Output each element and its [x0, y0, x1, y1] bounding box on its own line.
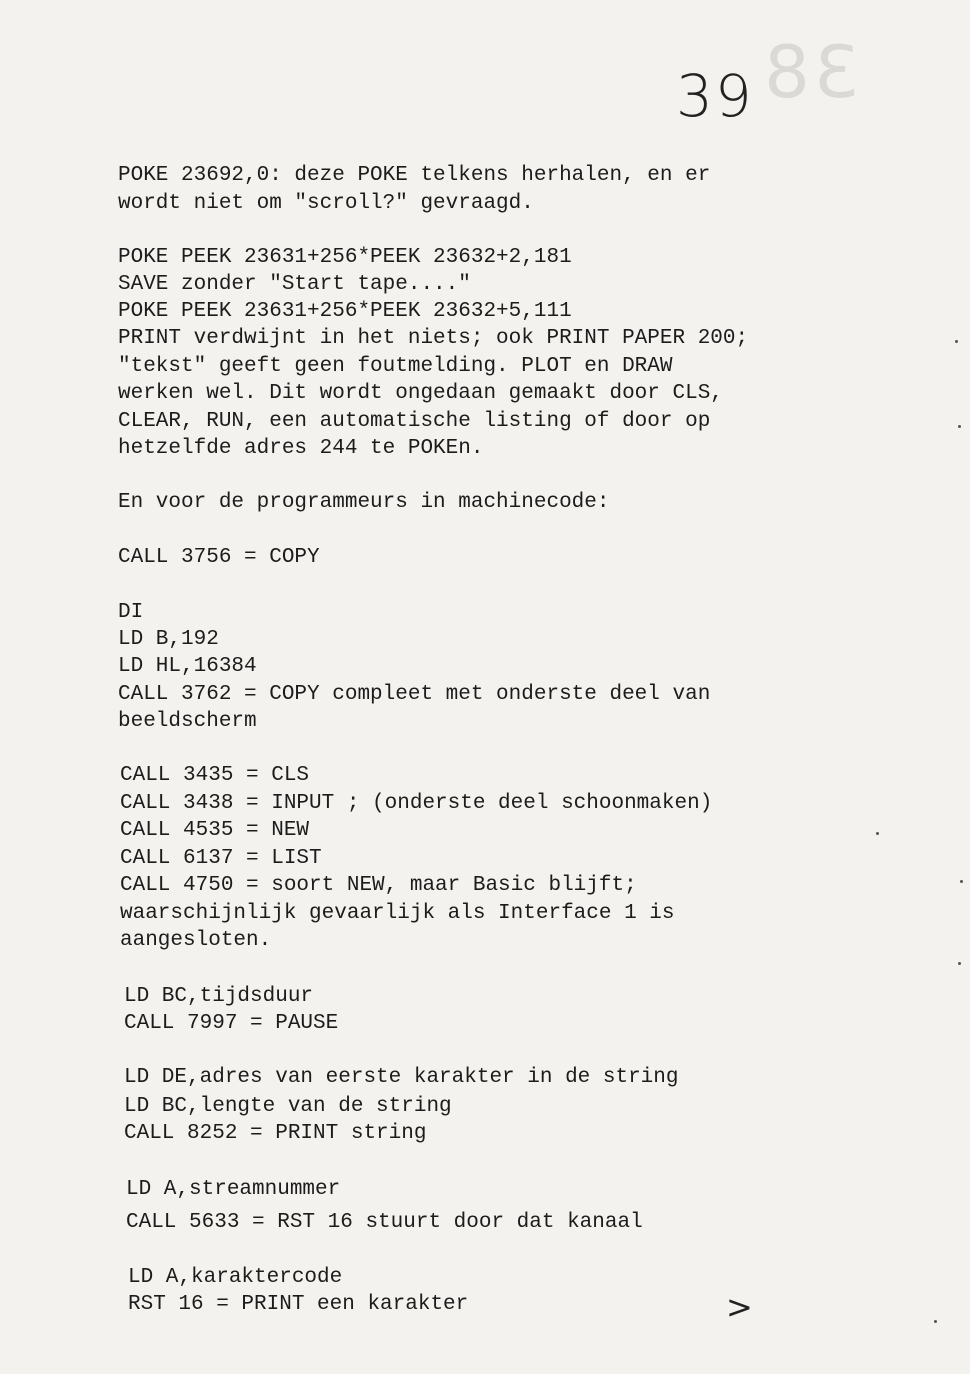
- paper-speck: [958, 425, 961, 428]
- text-line: POKE PEEK 23631+256*PEEK 23632+2,181: [118, 246, 572, 269]
- text-line: LD HL,16384: [118, 655, 257, 678]
- text-line: POKE PEEK 23631+256*PEEK 23632+5,111: [118, 300, 572, 323]
- text-line: LD BC,lengte van de string: [124, 1095, 452, 1118]
- text-line: hetzelfde adres 244 te POKEn.: [118, 437, 484, 460]
- text-line: PRINT verdwijnt in het niets; ook PRINT PAPER 200;: [118, 327, 749, 350]
- page-number: 39: [676, 62, 754, 130]
- text-line: CALL 7997 = PAUSE: [124, 1012, 339, 1035]
- text-line: CLEAR, RUN, een automatische listing of door op: [118, 410, 711, 433]
- paper-speck: [876, 832, 879, 835]
- text-line: LD A,streamnummer: [126, 1178, 341, 1201]
- text-line: CALL 4535 = NEW: [120, 819, 310, 842]
- bleed-through-page-number: 38: [760, 30, 860, 114]
- paper-speck: [958, 962, 961, 965]
- text-line: DI: [118, 601, 144, 624]
- text-line: LD B,192: [118, 628, 219, 651]
- text-line: SAVE zonder "Start tape....": [118, 273, 471, 296]
- continue-arrow-icon: >: [726, 1288, 753, 1326]
- text-line: CALL 4750 = soort NEW, maar Basic blijft;: [120, 874, 637, 897]
- text-line: LD DE,adres van eerste karakter in de string: [124, 1066, 679, 1089]
- text-line: CALL 3438 = INPUT ; (onderste deel schoonmaken): [120, 792, 713, 815]
- text-line: LD BC,tijdsduur: [124, 985, 314, 1008]
- text-line: beeldscherm: [118, 710, 257, 733]
- text-line: En voor de programmeurs in machinecode:: [118, 491, 610, 514]
- text-line: CALL 8252 = PRINT string: [124, 1122, 427, 1145]
- text-line: CALL 3435 = CLS: [120, 764, 310, 787]
- text-line: LD A,karaktercode: [128, 1266, 343, 1289]
- paper-speck: [960, 880, 963, 883]
- paper-speck: [934, 1320, 937, 1323]
- paper-speck: [955, 340, 958, 343]
- text-line: waarschijnlijk gevaarlijk als Interface 1 is: [120, 902, 675, 925]
- text-line: werken wel. Dit wordt ongedaan gemaakt door CLS,: [118, 382, 723, 405]
- text-line: "tekst" geeft geen foutmelding. PLOT en DRAW: [118, 355, 673, 378]
- text-line: RST 16 = PRINT een karakter: [128, 1293, 469, 1316]
- text-line: CALL 5633 = RST 16 stuurt door dat kanaal: [126, 1211, 643, 1234]
- text-line: CALL 6137 = LIST: [120, 847, 322, 870]
- text-line: CALL 3756 = COPY: [118, 546, 320, 569]
- text-line: aangesloten.: [120, 929, 272, 952]
- text-line: wordt niet om "scroll?" gevraagd.: [118, 192, 534, 215]
- text-line: POKE 23692,0: deze POKE telkens herhalen, en er: [118, 164, 711, 187]
- text-line: CALL 3762 = COPY compleet met onderste deel van: [118, 683, 711, 706]
